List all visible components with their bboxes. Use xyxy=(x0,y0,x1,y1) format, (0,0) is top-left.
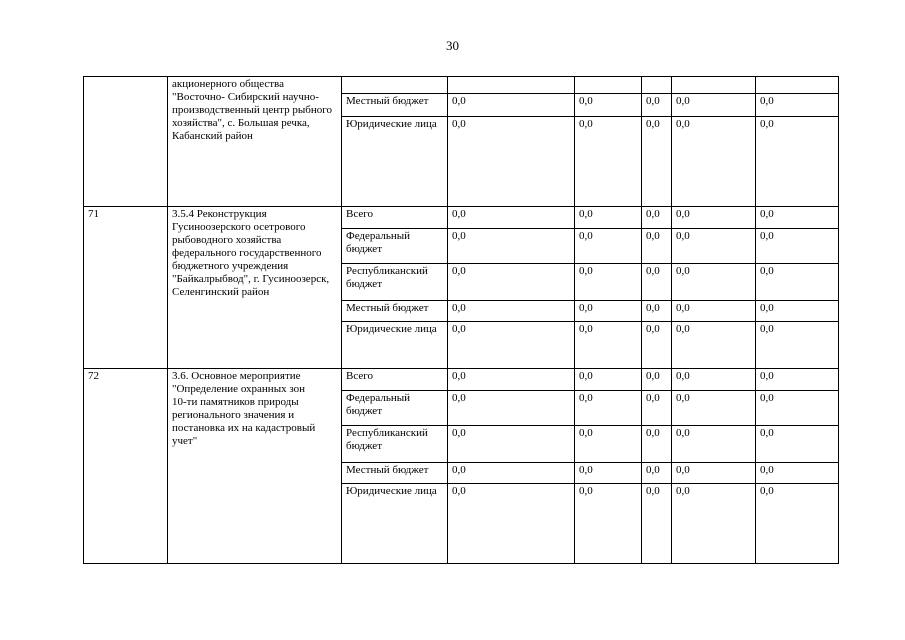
funding-source: Федеральный бюджет xyxy=(342,390,448,425)
funding-value: 0,0 xyxy=(756,322,839,369)
funding-value: 0,0 xyxy=(672,426,756,463)
funding-value: 0,0 xyxy=(756,484,839,564)
funding-source: Юридические лица xyxy=(342,116,448,206)
funding-value: 0,0 xyxy=(575,426,642,463)
funding-value: 0,0 xyxy=(575,94,642,117)
funding-value: 0,0 xyxy=(448,390,575,425)
activity-description: акционерного общества "Восточно- Сибирский научно-производственный центр рыбного хозяйства", с. Большая речка, Кабанский район xyxy=(168,77,342,207)
funding-value: 0,0 xyxy=(756,426,839,463)
funding-value: 0,0 xyxy=(672,322,756,369)
funding-value: 0,0 xyxy=(448,369,575,391)
funding-source: Юридические лица xyxy=(342,484,448,564)
funding-source: Юридические лица xyxy=(342,322,448,369)
funding-value: 0,0 xyxy=(672,369,756,391)
table-row xyxy=(84,369,839,391)
funding-value: 0,0 xyxy=(448,300,575,322)
funding-value: 0,0 xyxy=(642,369,672,391)
funding-value: 0,0 xyxy=(756,94,839,117)
funding-value xyxy=(672,77,756,94)
row-number: 71 xyxy=(84,207,168,369)
funding-source: Всего xyxy=(342,369,448,391)
funding-source: Республиканский бюджет xyxy=(342,264,448,301)
funding-value: 0,0 xyxy=(642,207,672,229)
funding-source: Всего xyxy=(342,207,448,229)
funding-value: 0,0 xyxy=(672,228,756,263)
table-row xyxy=(84,207,839,229)
funding-value: 0,0 xyxy=(672,390,756,425)
funding-source: Федеральный бюджет xyxy=(342,228,448,263)
funding-value: 0,0 xyxy=(575,484,642,564)
funding-value: 0,0 xyxy=(642,322,672,369)
funding-value: 0,0 xyxy=(642,390,672,425)
funding-value: 0,0 xyxy=(642,462,672,484)
funding-value: 0,0 xyxy=(448,322,575,369)
funding-source xyxy=(342,77,448,94)
funding-value: 0,0 xyxy=(448,116,575,206)
funding-value: 0,0 xyxy=(672,264,756,301)
funding-value: 0,0 xyxy=(642,484,672,564)
budget-table xyxy=(83,76,839,564)
funding-value: 0,0 xyxy=(448,207,575,229)
funding-value: 0,0 xyxy=(672,484,756,564)
funding-value: 0,0 xyxy=(575,116,642,206)
page-number: 30 xyxy=(446,38,459,53)
funding-value: 0,0 xyxy=(756,264,839,301)
funding-value: 0,0 xyxy=(642,300,672,322)
funding-value: 0,0 xyxy=(575,462,642,484)
row-number xyxy=(84,77,168,207)
funding-value: 0,0 xyxy=(575,228,642,263)
funding-value: 0,0 xyxy=(672,207,756,229)
funding-value: 0,0 xyxy=(672,462,756,484)
funding-value: 0,0 xyxy=(575,264,642,301)
funding-value: 0,0 xyxy=(756,228,839,263)
funding-value: 0,0 xyxy=(448,228,575,263)
funding-value: 0,0 xyxy=(672,94,756,117)
funding-value: 0,0 xyxy=(575,322,642,369)
funding-value: 0,0 xyxy=(575,369,642,391)
funding-value xyxy=(642,77,672,94)
funding-value: 0,0 xyxy=(448,462,575,484)
funding-value: 0,0 xyxy=(756,369,839,391)
funding-value: 0,0 xyxy=(756,462,839,484)
funding-value xyxy=(448,77,575,94)
funding-value: 0,0 xyxy=(642,264,672,301)
funding-value: 0,0 xyxy=(672,116,756,206)
funding-source: Республиканский бюджет xyxy=(342,426,448,463)
funding-value: 0,0 xyxy=(642,94,672,117)
funding-value: 0,0 xyxy=(575,207,642,229)
funding-value: 0,0 xyxy=(642,426,672,463)
funding-value: 0,0 xyxy=(448,484,575,564)
funding-value xyxy=(575,77,642,94)
row-number: 72 xyxy=(84,369,168,564)
funding-value: 0,0 xyxy=(448,426,575,463)
funding-source: Местный бюджет xyxy=(342,300,448,322)
funding-value: 0,0 xyxy=(642,228,672,263)
table-row xyxy=(84,77,839,94)
funding-value: 0,0 xyxy=(756,116,839,206)
funding-value xyxy=(756,77,839,94)
funding-value: 0,0 xyxy=(756,390,839,425)
funding-source: Местный бюджет xyxy=(342,462,448,484)
funding-value: 0,0 xyxy=(448,94,575,117)
funding-value: 0,0 xyxy=(575,300,642,322)
funding-value: 0,0 xyxy=(756,207,839,229)
funding-value: 0,0 xyxy=(448,264,575,301)
funding-value: 0,0 xyxy=(642,116,672,206)
funding-value: 0,0 xyxy=(575,390,642,425)
activity-description: 3.6. Основное мероприятие "Определение охранных зон 10-ти памятников природы регионального значения и постановка их на кадастровый учет" xyxy=(168,369,342,564)
funding-value: 0,0 xyxy=(756,300,839,322)
funding-value: 0,0 xyxy=(672,300,756,322)
activity-description: 3.5.4 Реконструкция Гусиноозерского осетрового рыбоводного хозяйства федерального государственного бюджетного учреждения "Байкалрыбвод", г. Гусиноозерск, Селенгинский район xyxy=(168,207,342,369)
funding-source: Местный бюджет xyxy=(342,94,448,117)
